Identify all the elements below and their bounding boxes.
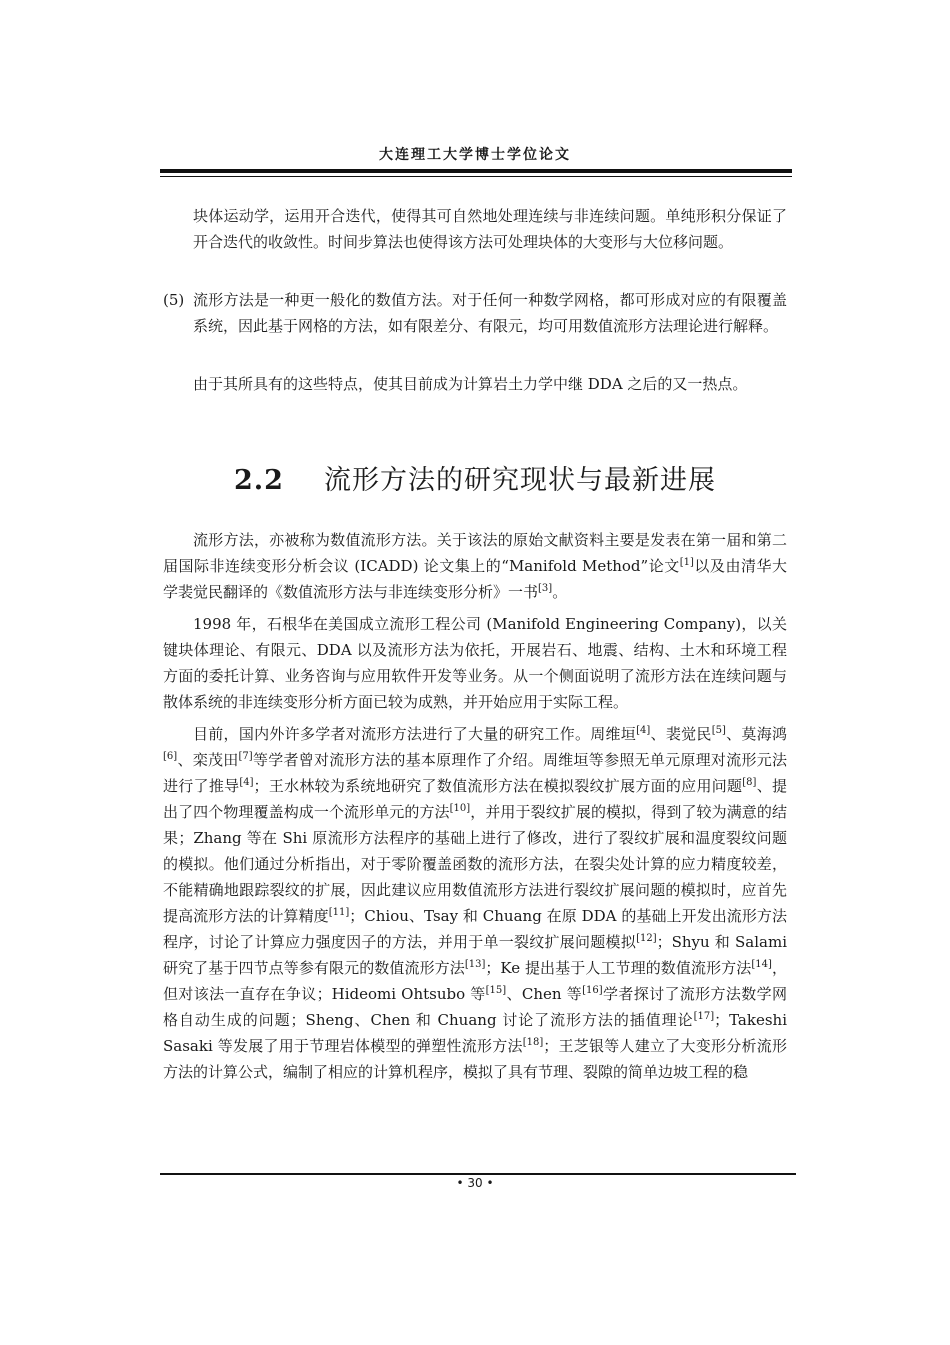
p3-text: 学者探讨了流形方法数学网格自动生成的问题；Sheng、Chen 和 Chuang 讨论了流形方法的插值理论 [163,985,787,1029]
citation: [6] [163,751,178,762]
p1-text-c: 。 [552,583,568,601]
list-item-text: 流形方法是一种更一般化的数值方法。对于任何一种数学网格，都可形成对应的有限覆盖系统，因此基于网格的方法，如有限差分、有限元，均可用数值流形方法理论进行解释。 [193,291,787,335]
footer-rule [160,1173,796,1175]
section-heading [0,458,950,497]
citation: [1] [679,557,694,568]
citation: [13] [464,959,486,970]
paragraph-3 [163,721,787,1085]
citation: [17] [693,1011,715,1022]
header-rule-thin [160,176,792,177]
p3-text: ；Shyu 和 Salami 研究了基于四节点等参有限元的数值流形方法 [163,933,787,977]
citation: [11] [328,907,350,918]
header-title: 大连理工大学博士学位论文 [379,147,571,163]
section-title: 流形方法的研究现状与最新进展 [323,465,716,496]
page-number: • 30 • [456,1176,494,1190]
paragraph-1 [163,527,787,605]
p3-text: 、提出了四个物理覆盖构成一个流形单元的方法 [163,777,787,821]
p3-text: 、栾茂田 [177,751,239,769]
p3-text: ；王水林较为系统地研究了数值流形方法在模拟裂纹扩展方面的应用问题 [253,777,743,795]
summary-paragraph: 由于其所具有的这些特点，使其目前成为计算岩土力学中继 DDA 之后的又一热点。 [193,375,748,393]
list-item-5 [163,287,787,339]
header-rule-thick [160,169,792,173]
citation: [15] [485,985,507,996]
list-item-number: (5) [163,291,185,309]
paragraph-2: 1998 年，石根华在美国成立流形工程公司 (Manifold Engineering Company)，以关键块体理论、有限元、DDA 以及流形方法为依托，开展岩石、地震、结构、土木和环境工程方面的委托计算、业务咨询与应用软件开发等业务。从一个侧面说明了流形方法在连续问题与散体系统的非连续变形分析方面已较为成熟，并开始应用于实际工程。 [163,615,787,711]
citation: [4] [636,725,651,736]
p3-text: 、裴觉民 [650,725,712,743]
p1-text-a: 流形方法，亦被称为数值流形方法。关于该法的原始文献资料主要是发表在第一届和第二届国际非连续变形分析会议 (ICADD) 论文集上的“Manifold Method”论文 [163,531,787,575]
p3-text: ，并用于裂纹扩展的模拟，得到了较为满意的结果；Zhang 等在 Shi 原流形方法程序的基础上进行了修改，进行了裂纹扩展和温度裂纹问题的模拟。他们通过分析指出，对于零阶覆盖函数的流形方法，在裂尖处计算的应力精度较差，不能精确地跟踪裂纹的扩展，因此建议应用数值流形方法进行裂纹扩展问题的模拟时，应首先提高流形方法的计算精度 [163,803,787,925]
p3-text: ；Ke 提出基于人工节理的数值流形方法 [485,959,752,977]
citation: [10] [449,803,471,814]
citation: [4] [239,777,254,788]
section-number: 2.2 [234,465,284,496]
p3-text: 目前，国内外许多学者对流形方法进行了大量的研究工作。周维垣 [193,725,637,743]
citation: [18] [522,1037,544,1048]
p3-text: ；王芝银等人建立了大变形分析流形方法的计算公式，编制了相应的计算机程序，模拟了具有节理、裂隙的简单边坡工程的稳 [163,1037,787,1081]
citation: [7] [238,751,253,762]
continuation-text: 块体运动学，运用开合迭代，使得其可自然地处理连续与非连续问题。单纯形积分保证了开合迭代的收敛性。时间步算法也使得该方法可处理块体的大变形与大位移问题。 [193,207,787,251]
citation: [5] [711,725,726,736]
continuation-paragraph [163,203,787,255]
citation: [3] [538,583,553,594]
p3-text: ；Chiou、Tsay 和 Chuang 在原 DDA 的基础上开发出流形方法程序，讨论了计算应力强度因子的方法，并用于单一裂纹扩展问题模拟 [163,907,787,951]
p3-text: ；Takeshi Sasaki 等发展了用于节理岩体模型的弹塑性流形方法 [163,1011,787,1055]
p3-text: 等学者曾对流形方法的基本原理作了介绍。周维垣等参照无单元原理对流形元法进行了推导 [163,751,787,795]
citation: [16] [582,985,603,996]
p3-text: 、莫海鸿 [725,725,787,743]
citation: [14] [751,959,772,970]
citation: [12] [636,933,657,944]
p3-text: ，但对该法一直存在争议；Hideomi Ohtsubo 等 [163,959,787,1003]
p3-text: 、Chen 等 [506,985,583,1003]
p1-text-b: 以及由清华大学裴觉民翻译的《数值流形方法与非连续变形分析》一书 [163,557,787,601]
citation: [8] [742,777,757,788]
